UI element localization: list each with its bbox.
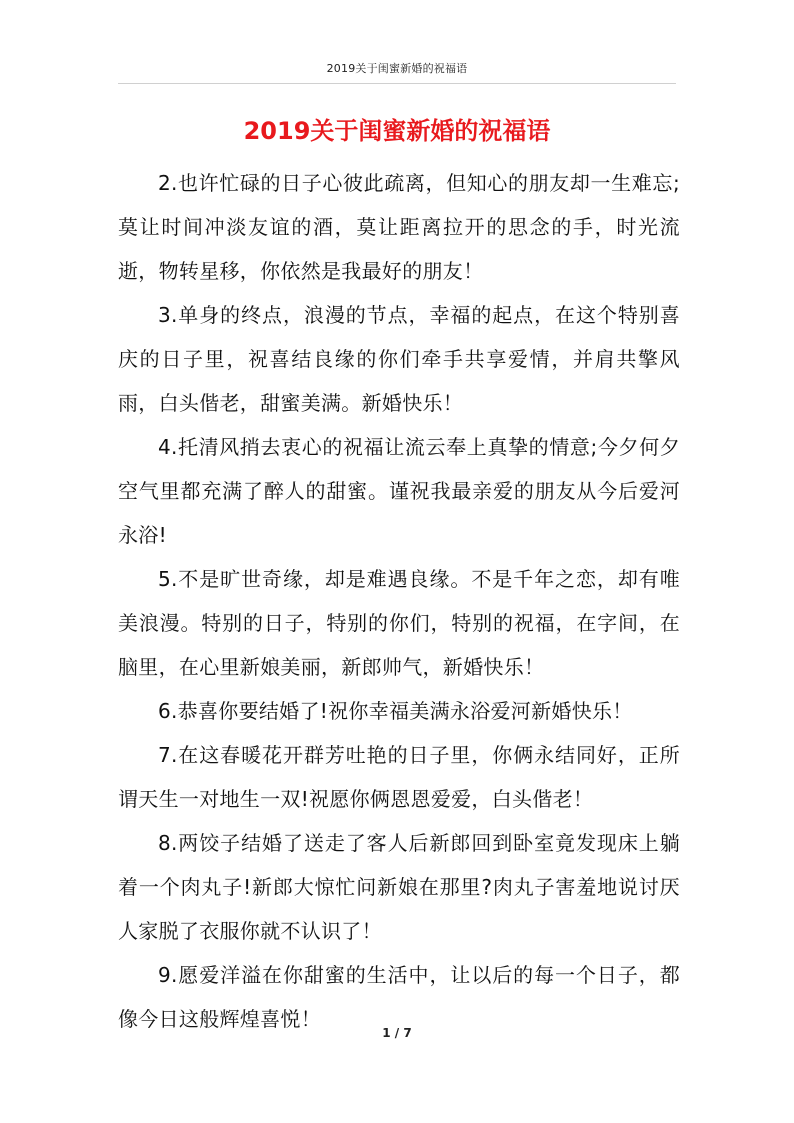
document-title: 2019关于闺蜜新婚的祝福语 (243, 117, 551, 145)
paragraph: 4.托清风捎去衷心的祝福让流云奉上真挚的情意;今夕何夕空气里都充满了醉人的甜蜜。谨祝我最亲爱的朋友从今后爱河永浴! (118, 435, 680, 547)
running-header: 2019关于闺蜜新婚的祝福语 (326, 62, 468, 75)
paragraph: 6.恭喜你要结婚了!祝你幸福美满永浴爱河新婚快乐！ (158, 699, 633, 723)
paragraph: 9.愿爱洋溢在你甜蜜的生活中，让以后的每一个日子，都像今日这般辉煌喜悦！ (118, 963, 680, 1031)
header-divider (118, 83, 676, 84)
paragraph: 3.单身的终点，浪漫的节点，幸福的起点，在这个特别喜庆的日子里，祝喜结良缘的你们牵手共享爱情，并肩共擎风雨，白头偕老，甜蜜美满。新婚快乐！ (118, 303, 680, 415)
page-number: 1 / 7 (382, 1026, 412, 1040)
paragraph: 8.两饺子结婚了送走了客人后新郎回到卧室竟发现床上躺着一个肉丸子!新郎大惊忙问新娘在那里?肉丸子害羞地说讨厌人家脱了衣服你就不认识了！ (118, 831, 680, 943)
paragraph: 2.也许忙碌的日子心彼此疏离，但知心的朋友却一生难忘;莫让时间冲淡友谊的酒，莫让距离拉开的思念的手，时光流逝，物转星移，你依然是我最好的朋友！ (118, 171, 680, 283)
document-body (118, 161, 680, 1041)
paragraph: 7.在这春暖花开群芳吐艳的日子里，你俩永结同好，正所谓天生一对地生一双!祝愿你俩恩恩爱爱，白头偕老！ (118, 743, 680, 811)
paragraph: 5.不是旷世奇缘，却是难遇良缘。不是千年之恋，却有唯美浪漫。特别的日子，特别的你们，特别的祝福，在字间，在脑里，在心里新娘美丽，新郎帅气，新婚快乐！ (118, 567, 680, 679)
